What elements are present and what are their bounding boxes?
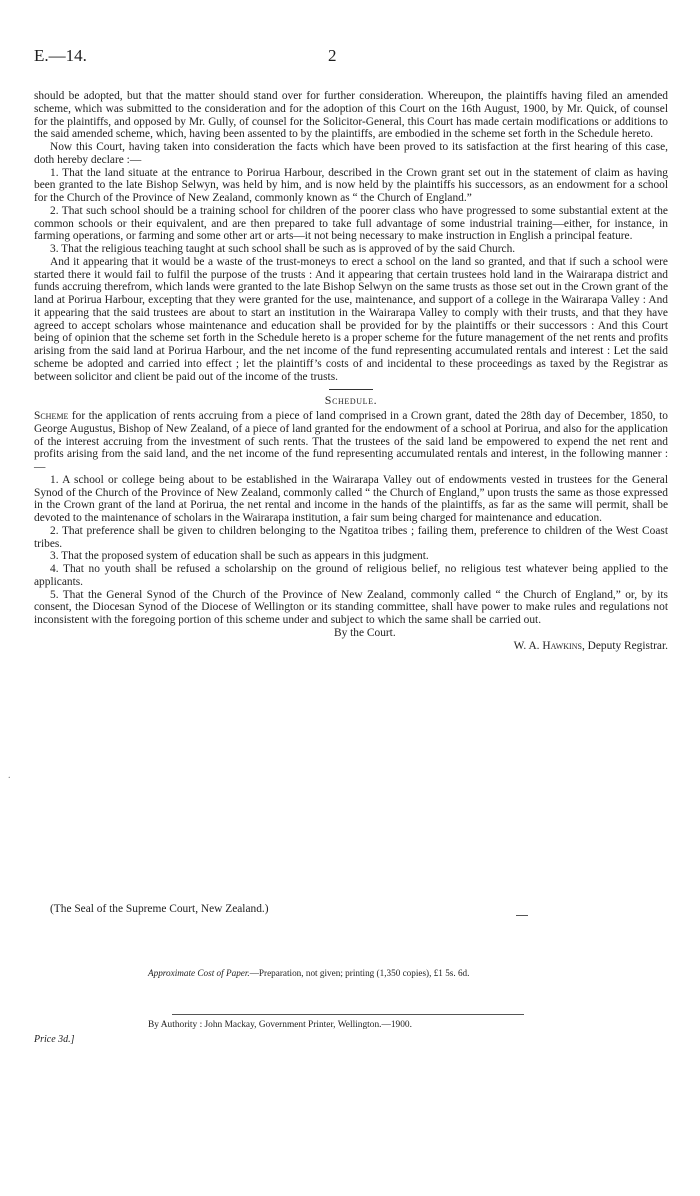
judgment-body — [34, 90, 668, 652]
paragraph-clause-3: 3. That the religious teaching taught at such school shall be such as is approved of by the said Church. — [50, 243, 516, 255]
registrar-signature — [34, 640, 668, 653]
by-the-court: By the Court. — [334, 626, 396, 639]
schedule-item-3: 3. That the proposed system of education shall be such as appears in this judgment. — [50, 550, 429, 563]
schedule-item-1: 1. A school or college being about to be established in the Wairarapa Valley out of endowments vested in trustees for the General Synod of the Church of the Province of New Zealand, commonly called “ the Church of England,” upon trusts the same as those expressed in the Crown grant of the land at Porirua, the net rental and income in the hands of the plaintiffs, as far as the same will permit, shall be devoted to the maintenance of scholars in the Wairarapa institution, a fair sum being charged for maintenance and education. — [34, 473, 668, 524]
paper-cost-label: Approximate Cost of Paper. — [148, 968, 250, 978]
schedule-item-2: 2. That preference shall be given to children belonging to the Ngatitoa tribes ; failing them, preference to children of the West Coast tribes. — [34, 524, 668, 550]
paragraph-clause-1: 1. That the land situate at the entrance to Porirua Harbour, described in the Crown grant set out in the statement of claim as having been granted to the late Bishop Selwyn, was held by him, and is now held by the plaintiffs his successors, as an endowment for a school for the Church of the Province of New Zealand, commonly known as “ the Church of England.” — [34, 166, 668, 204]
schedule-item-4: 4. That no youth shall be refused a scholarship on the ground of religious belief, no religious test whatever being applied to the applicants. — [34, 563, 668, 588]
price-note: Price 3d.] — [34, 1034, 75, 1045]
schedule-heading: Schedule. — [324, 393, 378, 408]
registrar-title: , Deputy Registrar. — [581, 639, 668, 652]
seal-divider — [516, 915, 528, 916]
schedule-item-5: 5. That the General Synod of the Church of the Province of New Zealand, commonly called “ the Church of England,” or, by its consent, the Diocesan Synod of the Diocese of Wellington or its standing committee, shall have power to make rules and regulations not inconsistent with the foregoing portion of this scheme under and subject to which the same shall be carried out. — [34, 588, 668, 626]
registrar-name: W. A. Hawkins — [513, 639, 582, 652]
printer-divider — [172, 1014, 524, 1015]
schedule-intro-rest: for the application of rents accruing from a piece of land comprised in a Crown grant, dated the 28th day of December, 1850, to George Augustus, Bishop of New Zealand, of a piece of land granted for the endowment of a school at Porirua, and also for the application of the interest accruing from the investment of such rents. That the trustees of the said land be empowered to expend the net rent and profits arising from the said land, and the net income of the fund representing accumulated rentals and interest, in the following manner :— — [34, 410, 668, 473]
court-seal-note: (The Seal of the Supreme Court, New Zealand.) — [50, 903, 269, 915]
page-number: 2 — [328, 46, 337, 65]
schedule-intro — [34, 410, 668, 474]
paragraph-continuation: should be adopted, but that the matter should stand over for further consideration. Whereupon, the plaintiffs having filed an amended scheme, which was submitted to the consideration and for the adoption of this Court on the 16th August, 1900, by Mr. Quick, of counsel for the plaintiffs, and opposed by Mr. Gully, of counsel for the Solicitor-General, this Court has made certain modifications or additions to the said amended scheme, which, having been assented to by the plaintiffs, are embodied in the scheme set forth in the Schedule hereto. — [34, 90, 668, 141]
paragraph-declaration: Now this Court, having taken into consideration the facts which have been proved to its satisfaction at the first hearing of this case, doth hereby declare :— — [34, 141, 668, 166]
document-code: E.—14. — [34, 46, 87, 65]
schedule-intro-lead: Scheme — [34, 410, 69, 422]
printer-authority: By Authority : John Mackay, Government Printer, Wellington.—1900. — [148, 1020, 412, 1030]
paragraph-order: And it appearing that it would be a waste of the trust-moneys to erect a school on the land so granted, and that if such a school were started there it would fail to fulfil the purpose of the trusts : And it appearing that certain trustees hold land in the Wairarapa district and funds accruing therefrom, which lands were granted to the late Bishop Selwyn on the same trusts as those set out in the Crown grant of the land at Porirua Harbour, excepting that they were granted for the use, maintenance, and support of a college in the Wairarapa Valley : And it appearing that the said trustees are about to start an institution in the Wairarapa Valley to comply with their trusts, and that they have agreed to accept scholars whose maintenance and education shall be provided for by the plaintiffs or their successors : And this Court being of opinion that the scheme set forth in the Schedule hereto is a proper scheme for the future management of the net rents and profits arising from the said land at Porirua Harbour, and the net income of the fund representing accumulated rentals and interest : Let the said scheme be adopted and carried into effect ; let the plaintiff’s costs of and incidental to these proceedings as taxed by the Registrar as between solicitor and client be paid out of the income of the trusts. — [34, 255, 668, 383]
section-divider — [329, 389, 373, 390]
margin-mark: . — [8, 770, 11, 781]
paper-cost-detail: —Preparation, not given; printing (1,350 copies), £1 5s. 6d. — [249, 968, 470, 978]
paper-cost-note — [148, 968, 469, 978]
paragraph-clause-2: 2. That such school should be a training school for children of the poorer class who have progressed to some substantial extent at the common schools or their equivalent, and are then prepared to take full advantage of some industrial training—either, for instance, in farming operations, or farming and some other art or arts—it not being necessary to make instruction in English a principal feature. — [34, 204, 668, 243]
